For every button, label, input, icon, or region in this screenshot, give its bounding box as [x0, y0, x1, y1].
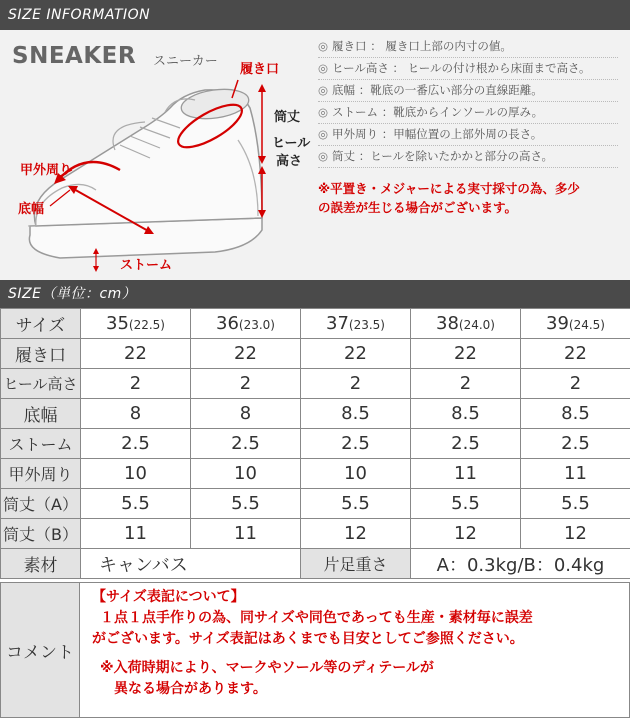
- label-shaft: 筒丈: [274, 110, 301, 125]
- row-label: 底幅: [1, 399, 81, 429]
- material-label: 素材: [1, 549, 81, 579]
- comment-section: [0, 582, 630, 720]
- value-cell: 10: [301, 459, 411, 489]
- value-cell: 22: [411, 339, 521, 369]
- value-cell: 11: [521, 459, 630, 489]
- comment-body: [80, 582, 630, 718]
- sneaker-diagram: [0, 30, 310, 280]
- value-cell: 5.5: [191, 489, 301, 519]
- definition-width: ◎ 底幅 ：靴底の一番広い部分の直線距離。: [318, 83, 543, 97]
- size-cell: 35(22.5): [81, 309, 191, 339]
- value-cell: 5.5: [81, 489, 191, 519]
- table-row: [1, 489, 630, 519]
- size-information-header: SIZE INFORMATION: [0, 0, 630, 30]
- row-label: 筒丈（A）: [1, 489, 81, 519]
- value-cell: 10: [191, 459, 301, 489]
- definitions-panel: [310, 30, 630, 280]
- comment-line3: ※入荷時期により、マークやソール等のディテールが: [100, 660, 434, 676]
- value-cell: 22: [191, 339, 301, 369]
- comment-line2: がございます。サイズ表記はあくまでも目安としてご参照ください。: [92, 631, 524, 647]
- table-row: [1, 459, 630, 489]
- value-cell: 2.5: [521, 429, 630, 459]
- value-cell: 2: [411, 369, 521, 399]
- size-cell: 39(24.5): [521, 309, 630, 339]
- value-cell: 10: [81, 459, 191, 489]
- row-label: ヒール高さ: [1, 369, 81, 399]
- row-label: 筒丈（B）: [1, 519, 81, 549]
- value-cell: 12: [301, 519, 411, 549]
- label-heel-line1: ヒール: [272, 136, 311, 151]
- size-table: [0, 308, 630, 579]
- label-width: 底幅: [18, 202, 45, 217]
- value-cell: 12: [521, 519, 630, 549]
- value-cell: 5.5: [521, 489, 630, 519]
- measure-note-line1: ※平置き・メジャーによる実寸採寸の為、多少: [318, 181, 580, 196]
- label-opening: 履き口: [240, 62, 280, 77]
- weight-value: A：0.3kg/B：0.4kg: [411, 549, 630, 579]
- sneaker-logo: SNEAKER: [12, 43, 137, 69]
- table-row-size: [1, 309, 630, 339]
- value-cell: 11: [411, 459, 521, 489]
- size-cell: 36(23.0): [191, 309, 301, 339]
- value-cell: 5.5: [301, 489, 411, 519]
- comment-label: コメント: [0, 582, 80, 718]
- definition-heel-height: ◎ ヒール高さ ： ヒールの付け根から床面まで高さ。: [318, 61, 591, 75]
- value-cell: 8.5: [521, 399, 630, 429]
- size-unit-header: SIZE（単位：cm）: [0, 280, 630, 308]
- table-row: [1, 429, 630, 459]
- table-row: [1, 339, 630, 369]
- table-row-material: [1, 549, 630, 579]
- comment-line1: １点１点手作りの為、同サイズや同色であっても生産・素材毎に誤差: [100, 610, 533, 626]
- value-cell: 8: [191, 399, 301, 429]
- value-cell: 2: [521, 369, 630, 399]
- row-label: ストーム: [1, 429, 81, 459]
- table-row: [1, 519, 630, 549]
- value-cell: 2.5: [301, 429, 411, 459]
- weight-label: 片足重さ: [301, 549, 411, 579]
- value-cell: 8: [81, 399, 191, 429]
- value-cell: 12: [411, 519, 521, 549]
- size-cell: 37(23.5): [301, 309, 411, 339]
- definition-instep: ◎ 甲外周り ：甲幅位置の上部外周の長さ。: [318, 127, 543, 141]
- definition-storm: ◎ ストーム ：靴底からインソールの厚み。: [318, 105, 544, 119]
- row-label: 甲外周り: [1, 459, 81, 489]
- value-cell: 11: [81, 519, 191, 549]
- definition-shaft: ◎ 筒丈 ：ヒールを除いたかかと部分の高さ。: [318, 149, 554, 163]
- value-cell: 2: [81, 369, 191, 399]
- value-cell: 5.5: [411, 489, 521, 519]
- row-label: サイズ: [1, 309, 81, 339]
- label-instep: 甲外周り: [20, 163, 73, 178]
- definition-opening: ◎ 履き口 ： 履き口上部の内寸の値。: [318, 39, 512, 53]
- label-storm: ストーム: [120, 258, 173, 273]
- value-cell: 8.5: [411, 399, 521, 429]
- info-panel: [0, 30, 630, 280]
- value-cell: 2.5: [81, 429, 191, 459]
- measure-note-line2: の誤差が生じる場合がございます。: [318, 200, 518, 215]
- sneaker-logo-sub: スニーカー: [153, 54, 218, 69]
- table-row: [1, 399, 630, 429]
- value-cell: 8.5: [301, 399, 411, 429]
- value-cell: 22: [301, 339, 411, 369]
- material-value: キャンバス: [81, 549, 301, 579]
- value-cell: 2.5: [191, 429, 301, 459]
- value-cell: 2: [301, 369, 411, 399]
- value-cell: 2: [191, 369, 301, 399]
- comment-heading: 【サイズ表記について】: [92, 589, 245, 605]
- row-label: 履き口: [1, 339, 81, 369]
- table-row: [1, 369, 630, 399]
- comment-line4: 異なる場合があります。: [114, 681, 267, 697]
- value-cell: 2.5: [411, 429, 521, 459]
- value-cell: 11: [191, 519, 301, 549]
- size-cell: 38(24.0): [411, 309, 521, 339]
- value-cell: 22: [521, 339, 630, 369]
- value-cell: 22: [81, 339, 191, 369]
- label-heel-line2: 高さ: [276, 154, 303, 169]
